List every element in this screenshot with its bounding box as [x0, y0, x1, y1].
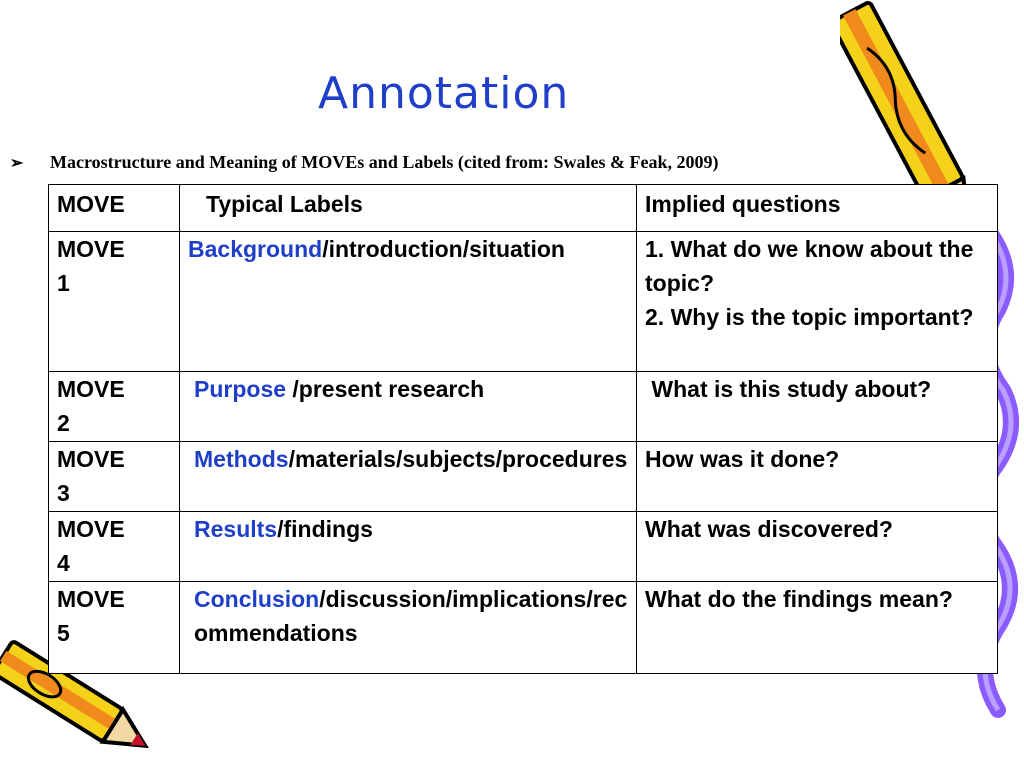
header-typical-labels: Typical Labels [180, 185, 637, 232]
move-cell: MOVE 3 [49, 442, 180, 512]
question-cell: What is this study about? [637, 372, 998, 442]
move-cell: MOVE 4 [49, 512, 180, 582]
move-cell: MOVE 5 [49, 582, 180, 674]
header-move: MOVE [49, 185, 180, 232]
move-cell: MOVE 2 [49, 372, 180, 442]
label-cell: Background/introduction/situation [180, 232, 637, 372]
question-cell: What do the findings mean? [637, 582, 998, 674]
table-header-row [49, 185, 998, 232]
question-cell: 1. What do we know about the topic? 2. Why is the topic important? [637, 232, 998, 372]
arrow-bullet-icon: ➢ [10, 155, 24, 172]
question-cell: How was it done? [637, 442, 998, 512]
move-cell: MOVE 1 [49, 232, 180, 372]
label-cell: Conclusion/discussion/implications/recommendations [180, 582, 637, 674]
moves-table [48, 184, 998, 674]
label-cell: Purpose /present research [180, 372, 637, 442]
table-row [49, 232, 998, 372]
slide-title: Annotation [318, 68, 570, 119]
subtitle-text: Macrostructure and Meaning of MOVEs and Labels (cited from: Swales & Feak, 2009) [50, 152, 719, 172]
header-implied-questions: Implied questions [637, 185, 998, 232]
table-row [49, 582, 998, 674]
label-cell: Results/findings [180, 512, 637, 582]
table-row [49, 372, 998, 442]
table-row [49, 442, 998, 512]
question-cell: What was discovered? [637, 512, 998, 582]
table-row [49, 512, 998, 582]
label-cell: Methods/materials/subjects/procedures [180, 442, 637, 512]
subtitle-bullet [10, 152, 718, 173]
